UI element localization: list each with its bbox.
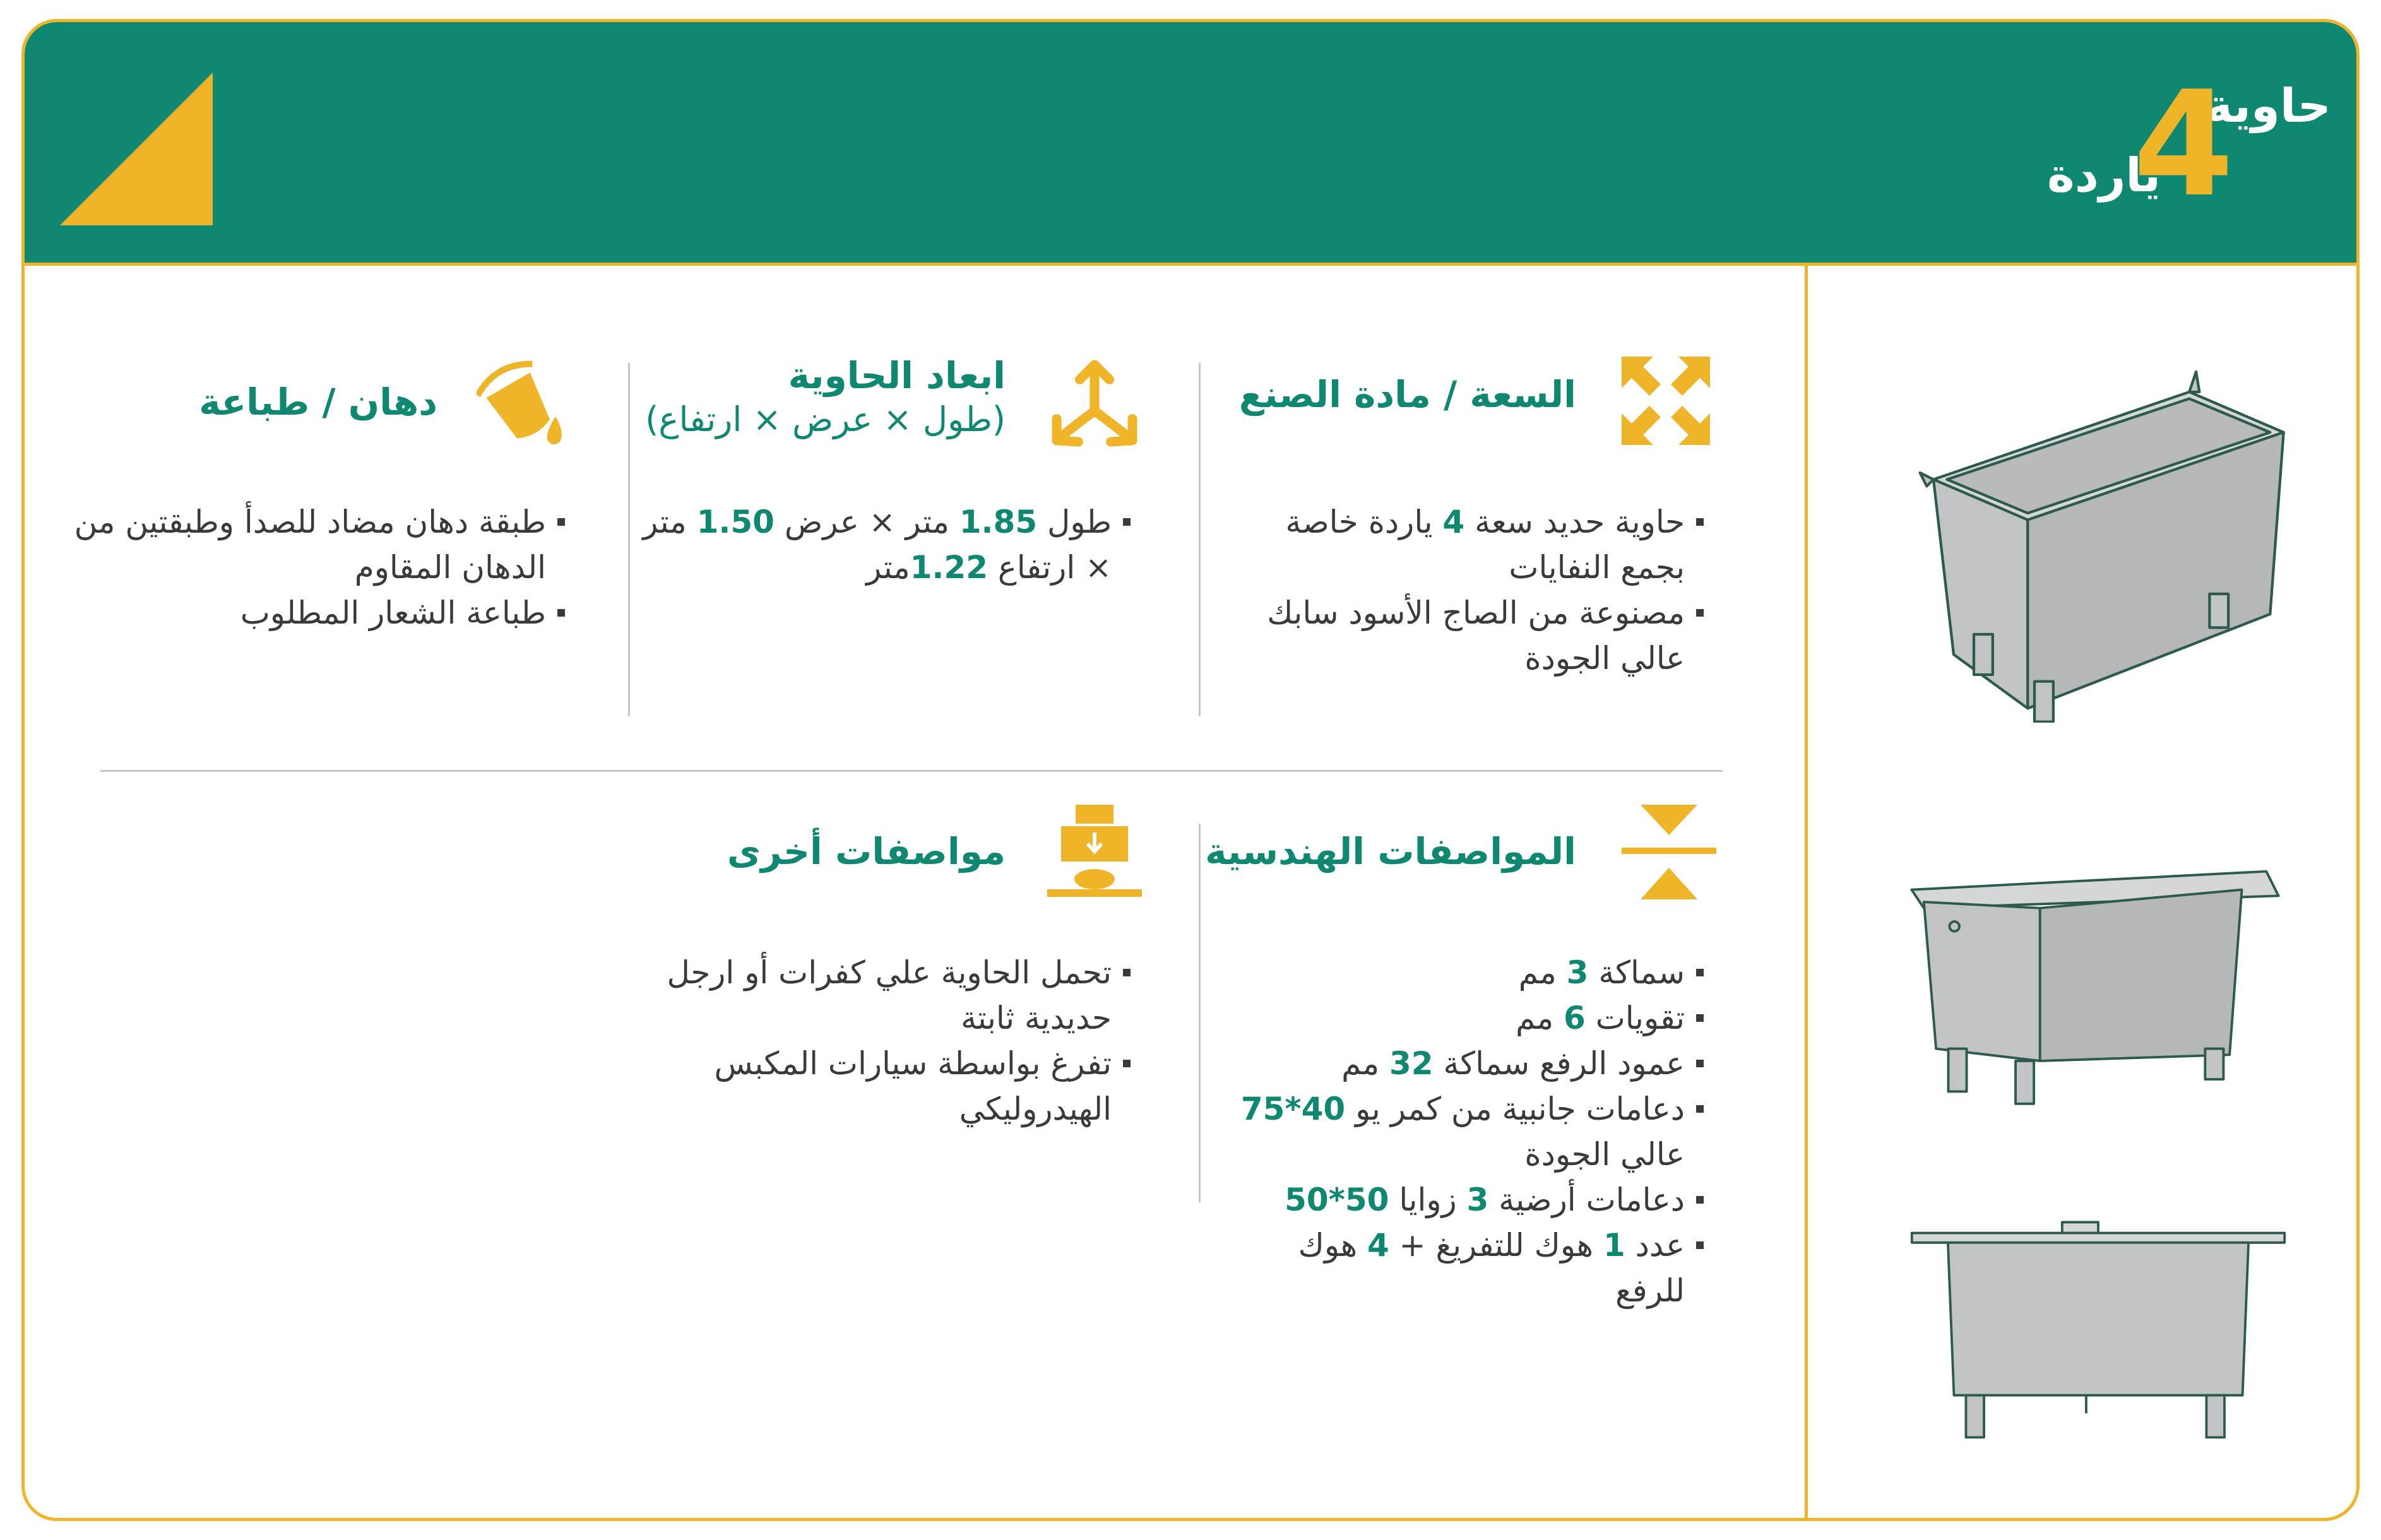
dimensions-list [638,499,1131,590]
section-title-dimensions: ابعاد الحاوية [788,354,1006,397]
side-divider [1805,266,1808,1521]
column-divider [1199,363,1201,716]
list-item: تقويات 6 مم [1224,995,1704,1041]
list-item: حاوية حديد سعة 4 ياردة خاصة بجمع النفايات [1224,499,1704,590]
corner-triangle-icon [60,73,213,225]
capacity-list [1224,499,1704,681]
title-word: حاوية [2205,79,2331,133]
title-number: 4 [2132,61,2234,229]
section-subtitle-dimensions: (طول × عرض × ارتفاع) [645,400,1006,439]
list-item: تحمل الحاوية علي كفرات أو ارجل حديدية ثابتة [638,950,1131,1041]
paint-list [60,499,565,636]
compress-arrows-icon [1622,805,1716,899]
container-side-view [1906,1215,2291,1467]
other-list [638,950,1131,1132]
list-item: مصنوعة من الصاج الأسود سابك عالي الجودة [1224,590,1704,681]
list-item: عدد 1 هوك للتفريغ + 4 هوك للرفع [1224,1223,1704,1313]
container-front-view [1899,849,2291,1114]
column-divider [628,363,630,716]
three-axis-arrows-icon [1047,357,1142,451]
header-banner [25,22,2356,266]
section-title-engineering: المواصفات الهندسية [1205,830,1576,873]
list-item: دعامات أرضية 3 زوايا 50*50 [1224,1177,1704,1223]
paint-bucket-icon [477,357,571,451]
hydraulic-press-icon [1047,805,1142,899]
list-item: تفرغ بواسطة سيارات المكبس الهيدروليكي [638,1041,1131,1132]
list-item: سماكة 3 مم [1224,950,1704,995]
container-isometric-view [1893,344,2297,723]
engineering-list [1224,950,1704,1313]
list-item: دعامات جانبية من كمر يو 40*75 عالي الجودة [1224,1086,1704,1177]
expand-arrows-icon [1622,357,1710,445]
row-divider [100,770,1723,772]
list-item: طول 1.85 متر × عرض 1.50 متر × ارتفاع 1.22متر [638,499,1131,590]
section-title-paint: دهان / طباعة [199,381,437,424]
title-unit: ياردة [2047,148,2161,203]
list-item: طبقة دهان مضاد للصدأ وطبقتين من الدهان المقاوم [60,499,565,590]
list-item: طباعة الشعار المطلوب [60,590,565,636]
column-divider [1199,824,1201,1202]
list-item: عمود الرفع سماكة 32 مم [1224,1041,1704,1086]
spec-card [21,19,2360,1521]
section-title-capacity: السعة / مادة الصنع [1238,373,1576,416]
section-title-other: مواصفات أخرى [727,830,1006,873]
